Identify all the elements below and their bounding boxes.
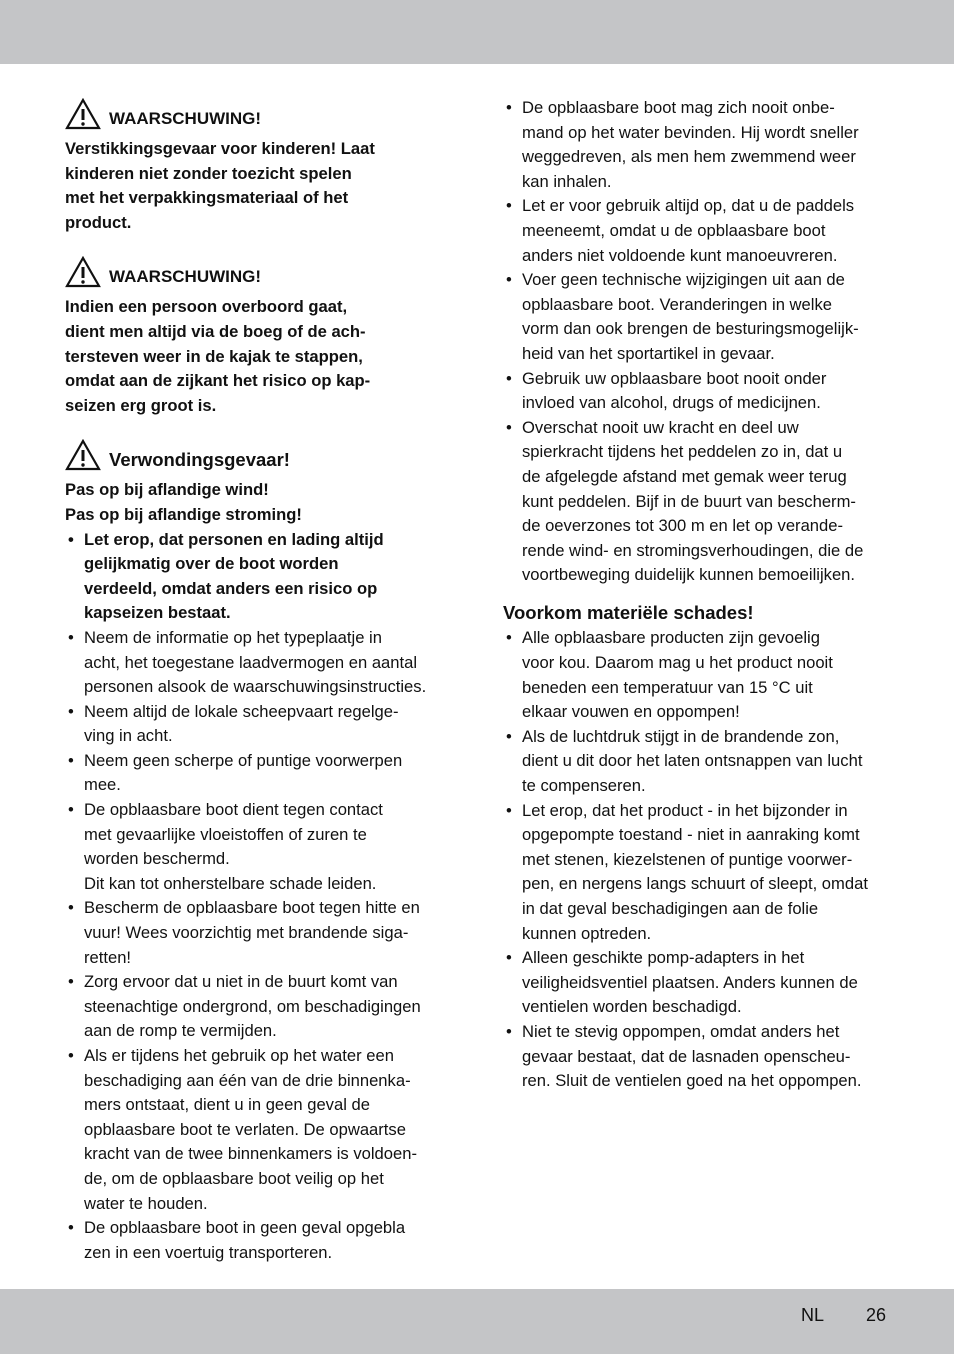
header-band: [0, 0, 954, 64]
list-item: [65, 528, 457, 626]
list-item-line: ving in acht.: [84, 726, 173, 746]
list-item: [65, 896, 457, 970]
list-item: [65, 700, 457, 749]
list-item-line: Neem altijd de lokale scheepvaart regelge-: [84, 701, 399, 721]
list-item-line: anders niet voldoende kunt manoeuvreren.: [522, 245, 838, 265]
list-item-line: in dat geval beschadigingen aan de folie: [522, 899, 819, 918]
list-item-line: mers ontstaat, dient u in geen geval de: [84, 1095, 370, 1115]
warning-label: WAARSCHUWING!: [109, 109, 262, 128]
list-item-line: acht, het toegestane laadvermogen en aantal: [84, 652, 418, 672]
list-item-line: opgepompte toestand - niet in aanraking komt: [522, 825, 860, 845]
list-item-line: elkaar vouwen en oppompen!: [522, 702, 740, 722]
list-item-line: rende wind- en stromingsverhoudingen, die de: [522, 540, 864, 560]
list-item-line: retten!: [84, 947, 132, 967]
list-item: [65, 1044, 457, 1216]
list-item: [503, 946, 895, 1020]
list-item-line: pen, en nergens langs schuurt of sleept, omdat: [522, 874, 868, 894]
list-item-line: heid van het sportartikel in gevaar.: [522, 343, 775, 363]
list-item-line: verdeeld, omdat anders een risico op: [84, 578, 378, 598]
left-bullet-list: [65, 528, 457, 1266]
list-item-line: kunnen optreden.: [522, 923, 652, 943]
list-item: [65, 970, 457, 1044]
list-item-line: met gevaarlijke vloeistoffen of zuren te: [84, 824, 367, 844]
warning-triangle-icon: [65, 256, 101, 288]
list-item-line: voor kou. Daarom mag u het product nooit: [522, 653, 833, 673]
list-item-line: zen in een voertuig transporteren.: [84, 1242, 333, 1262]
list-item-line: Zorg ervoor dat u niet in de buurt komt van: [84, 972, 398, 992]
list-item-line: Let erop, dat personen en lading altijd: [84, 529, 384, 549]
right-bullet-list: [503, 96, 895, 588]
list-item: [65, 798, 457, 896]
warning-text-2: Indien een persoon overboord gaat, dient men altijd via de boeg of de ach- tersteven weer in de kajak te stappen, omdat aan de zijkant het risico op kap- seizen erg groot is.: [65, 297, 371, 415]
list-item-line: Neem geen scherpe of puntige voorwerpen: [84, 750, 403, 770]
danger-heading: [65, 437, 457, 471]
list-item-line: steenachtige ondergrond, om beschadigingen: [84, 996, 421, 1016]
warning-triangle-icon: [65, 439, 101, 471]
list-item-line: meeneemt, omdat u de opblaasbare boot: [522, 220, 826, 240]
list-item-line: Niet te stevig oppompen, omdat anders het: [522, 1021, 840, 1041]
warning-text-1: Verstikkingsgevaar voor kinderen! Laat kinderen niet zonder toezicht spelen met het verpakkingsmateriaal of het product.: [65, 139, 375, 232]
list-item-line: met stenen, kiezelstenen of puntige voorwer-: [522, 849, 853, 869]
list-item-line: personen alsook de waarschuwingsinstructies.: [84, 677, 427, 697]
list-item-line: de afgelegde afstand met gemak weer terug: [522, 466, 847, 486]
warning-triangle-icon: [65, 98, 101, 130]
warning-heading-1: [65, 96, 457, 130]
list-item-line: opblaasbare boot. Veranderingen in welke: [522, 294, 832, 314]
list-item: [503, 96, 895, 194]
section-bullet-list: [503, 626, 895, 1093]
list-item-line: De opblaasbare boot mag zich nooit onbe-: [522, 98, 835, 117]
list-item-line: gelijkmatig over de boot worden: [84, 554, 339, 574]
list-item: [503, 626, 895, 724]
list-item-line: mand op het water bevinden. Hij wordt sneller: [522, 122, 859, 142]
list-item: [503, 799, 895, 947]
list-item-line: Alle opblaasbare producten zijn gevoelig: [522, 628, 820, 648]
list-item: [503, 416, 895, 588]
list-item-line: opblaasbare boot te verlaten. De opwaartse: [84, 1119, 406, 1139]
list-item-line: mee.: [84, 775, 121, 795]
list-item-line: vuur! Wees voorzichtig met brandende siga-: [84, 923, 409, 943]
list-item-line: Let erop, dat het product - in het bijzonder in: [522, 800, 848, 820]
list-item-line: Voer geen technische wijzigingen uit aan de: [522, 270, 845, 290]
list-item-line: aan de romp te vermijden.: [84, 1021, 277, 1041]
list-item-line: weggedreven, als men hem zwemmend weer: [522, 147, 856, 167]
list-item-line: Gebruik uw opblaasbare boot nooit onder: [522, 368, 827, 388]
list-item-line: voortbeweging duidelijk kunnen bemoeilijken.: [522, 565, 856, 585]
right-column: [503, 96, 895, 1094]
list-item: [503, 268, 895, 366]
list-item-line: ventielen worden beschadigd.: [522, 997, 742, 1017]
list-item: [65, 749, 457, 798]
list-item-line: de, om de opblaasbare boot veilig op het: [84, 1168, 384, 1188]
list-item-line: worden beschermd.: [84, 849, 230, 869]
list-item: [503, 194, 895, 268]
list-item-line: spierkracht tijdens het peddelen zo in, dat u: [522, 442, 843, 462]
list-item-line: kapseizen bestaat.: [84, 603, 231, 623]
list-item-line: Alleen geschikte pomp-adapters in het: [522, 948, 805, 968]
list-item-line: vorm dan ook brengen de besturingsmogelijk-: [522, 319, 859, 339]
left-column: [65, 96, 457, 1265]
list-item-line: kracht van de twee binnenkamers is voldoen-: [84, 1144, 417, 1164]
list-item-line: Bescherm de opblaasbare boot tegen hitte en: [84, 898, 420, 918]
list-item-line: De opblaasbare boot dient tegen contact: [84, 800, 383, 820]
list-item-line: invloed van alcohol, drugs of medicijnen.: [522, 393, 821, 413]
list-item-line: De opblaasbare boot in geen geval opgebla: [84, 1218, 406, 1238]
list-item: [503, 725, 895, 799]
list-item-line: Let er voor gebruik altijd op, dat u de paddels: [522, 196, 855, 216]
warning-label: WAARSCHUWING!: [109, 267, 262, 287]
list-item-line: water te houden.: [84, 1193, 208, 1213]
list-item-line: kan inhalen.: [522, 171, 612, 191]
list-item-line: Neem de informatie op het typeplaatje in: [84, 627, 382, 647]
language-code: NL: [801, 1305, 825, 1325]
list-item-line: Overschat nooit uw kracht en deel uw: [522, 417, 799, 437]
list-item-line: Als er tijdens het gebruik op het water een: [84, 1046, 394, 1065]
warning-heading-2: [65, 254, 457, 288]
list-item-line: beneden een temperatuur van 15 °C uit: [522, 677, 813, 697]
list-item: [503, 1020, 895, 1094]
list-item-line: beschadiging aan één van de drie binnenka-: [84, 1070, 411, 1090]
section-title: Voorkom materiële schades!: [503, 601, 754, 623]
list-item-line: de oeverzones tot 300 m en let op verande-: [522, 516, 844, 536]
list-item-line: gevaar bestaat, dat de lasnaden openscheu-: [522, 1046, 851, 1066]
list-item-line: kunt peddelen. Bijf in de buurt van bescherm-: [522, 491, 856, 511]
list-item-line: Als de luchtdruk stijgt in de brandende zon,: [522, 726, 840, 746]
list-item: [503, 367, 895, 416]
list-item-line: te compenseren.: [522, 776, 646, 796]
list-item: [65, 1216, 457, 1265]
danger-text: Pas op bij aflandige wind! Pas op bij aflandige stroming!: [65, 480, 302, 524]
list-item: [65, 626, 457, 700]
list-item-line: ren. Sluit de ventielen goed na het oppompen.: [522, 1071, 862, 1091]
list-item-line: Dit kan tot onherstelbare schade leiden.: [84, 873, 377, 893]
list-item-line: veiligheidsventiel plaatsen. Anders kunnen de: [522, 972, 858, 992]
list-item-line: dient u dit door het laten ontsnappen van lucht: [522, 751, 863, 771]
page-number: 26: [866, 1305, 887, 1325]
danger-label: Verwondingsgevaar!: [109, 449, 290, 471]
